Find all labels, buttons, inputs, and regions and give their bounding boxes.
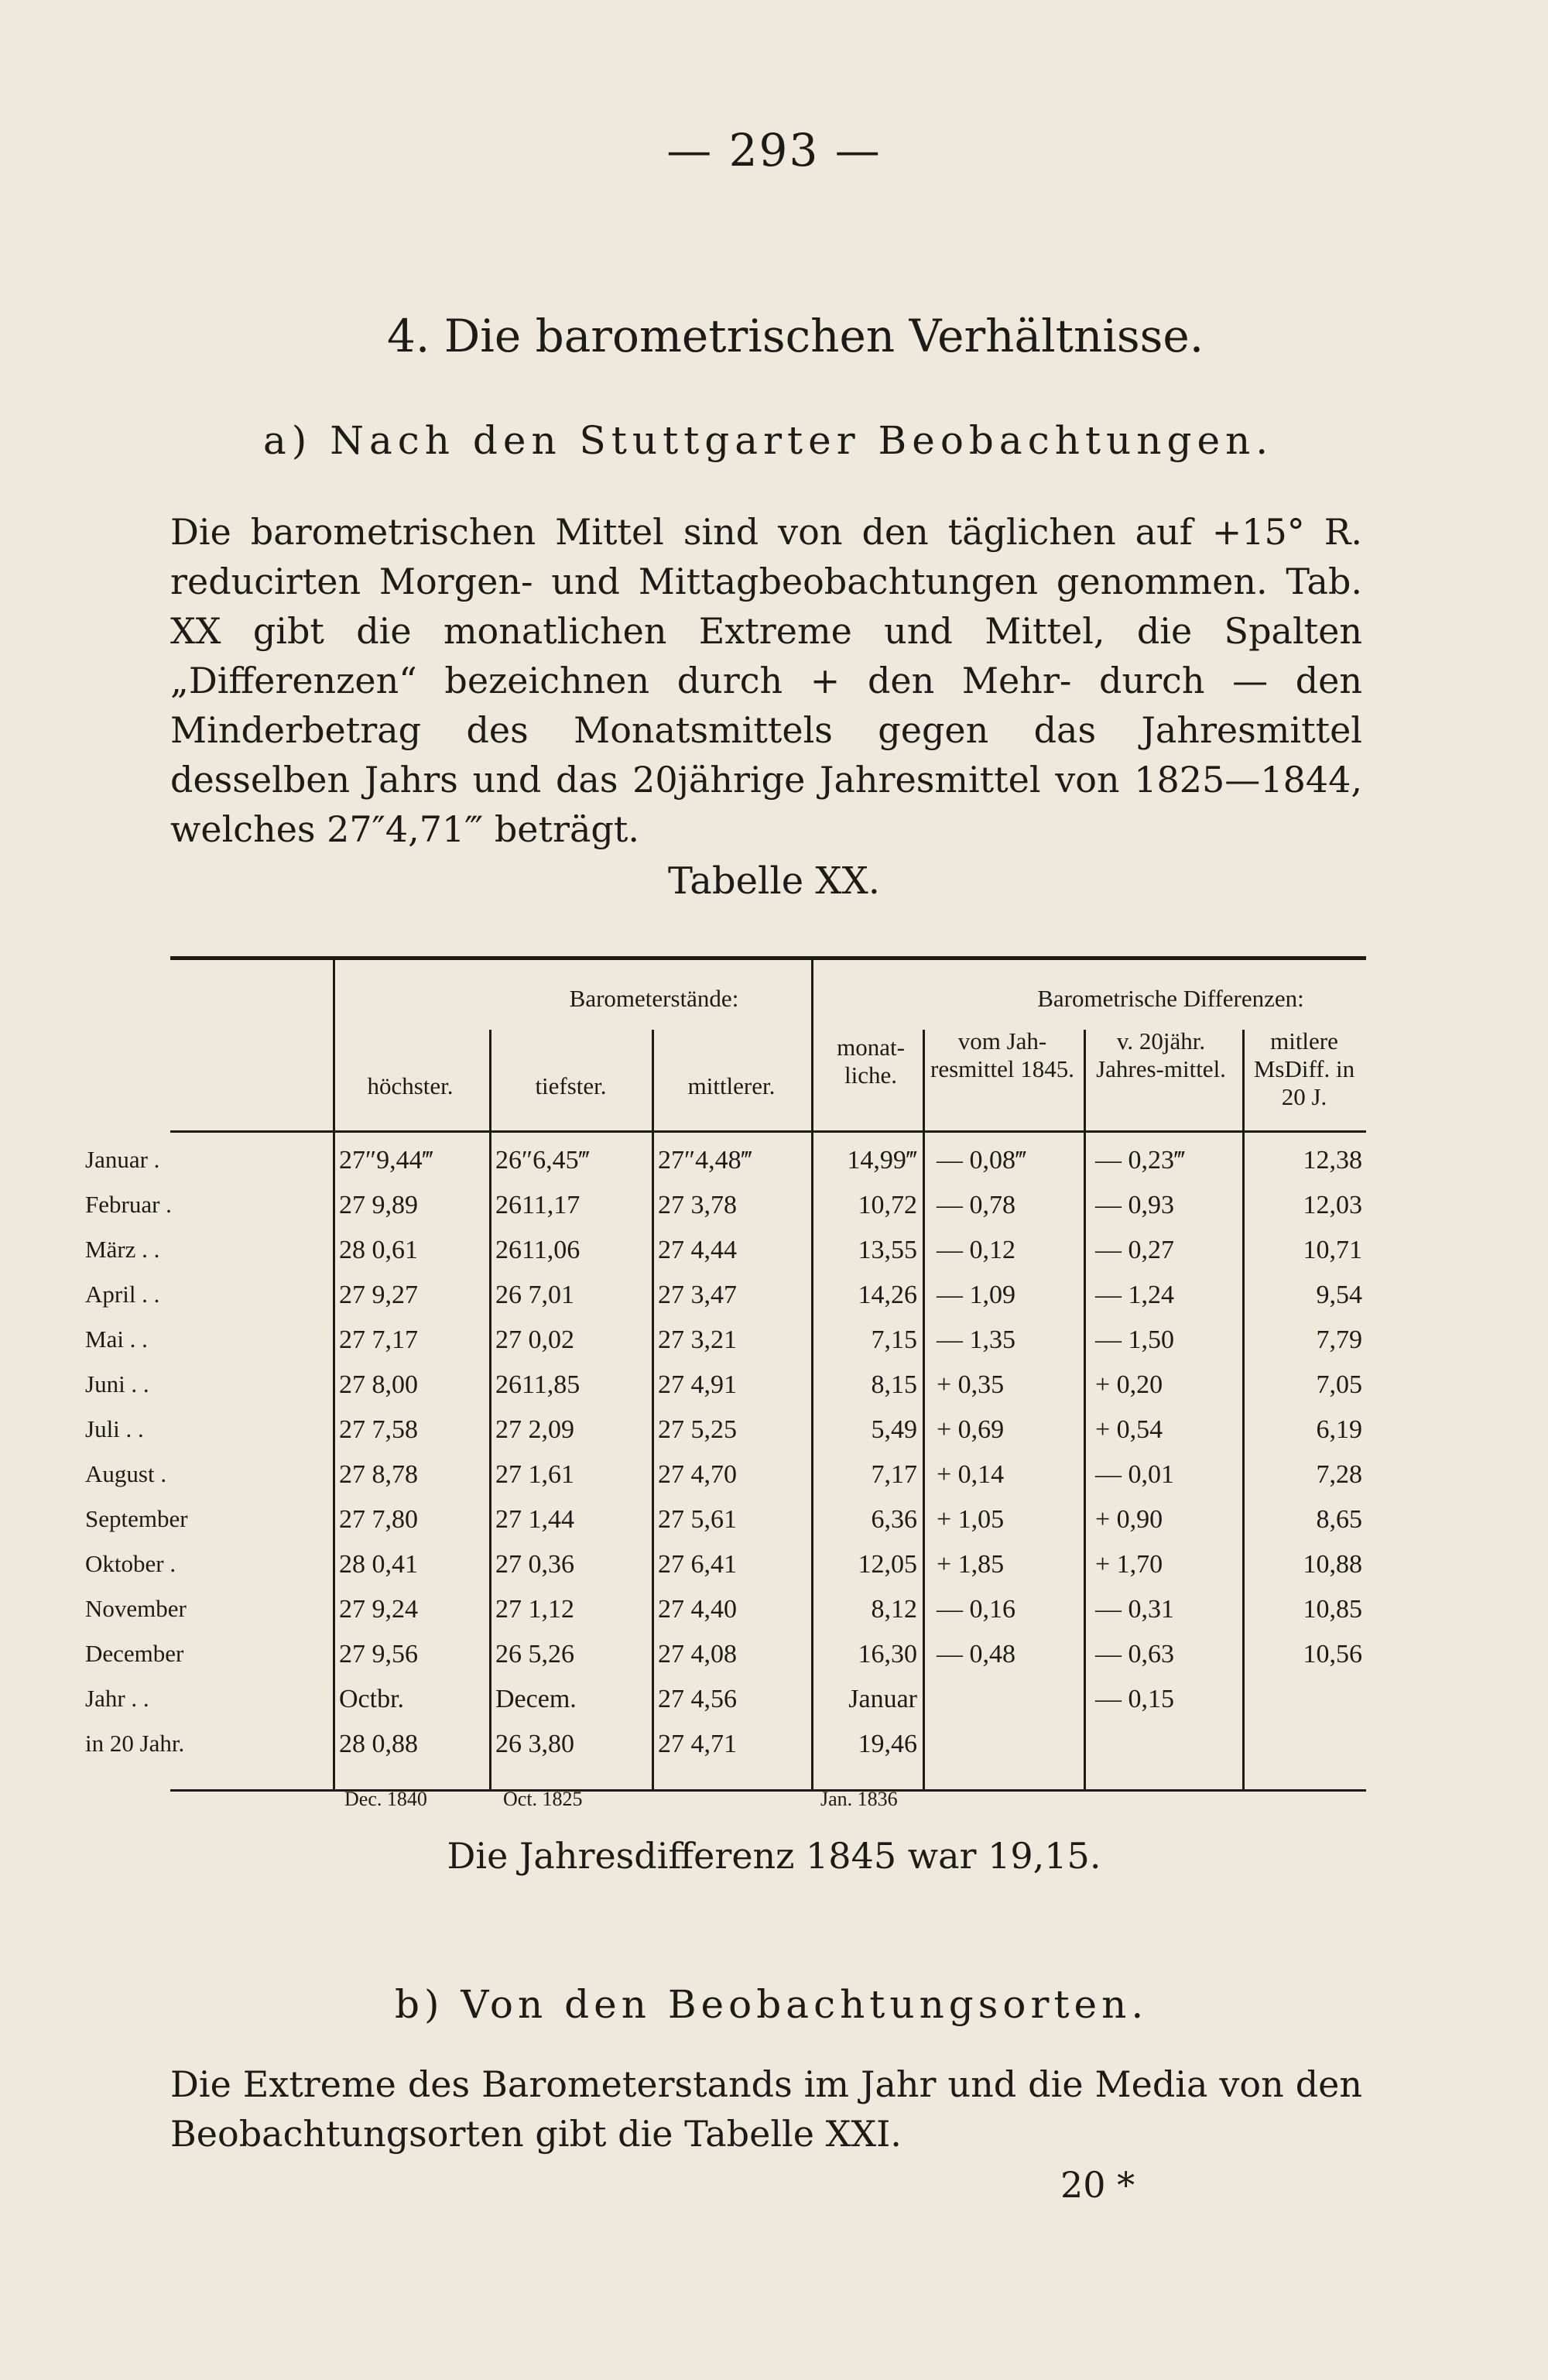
cell-lo: 27 0,02 (495, 1325, 574, 1354)
cell-month: December (85, 1640, 184, 1667)
cell-v20: — 1,50 (1095, 1325, 1174, 1354)
vline (652, 1030, 654, 1791)
cell-vj: + 1,05 (937, 1505, 1005, 1534)
table-top-rule (170, 956, 1366, 960)
cell-vj: — 1,09 (937, 1281, 1015, 1309)
cell-lo: 26 7,01 (495, 1281, 574, 1309)
cell-vj: — 0,08‴ (937, 1146, 1027, 1175)
cell-month: März . . (85, 1236, 160, 1263)
cell-lo: 26 3,80 (495, 1730, 574, 1758)
cell-ms: 10,71 (1303, 1236, 1362, 1264)
cell-v20: — 0,15 (1095, 1685, 1174, 1713)
cell-mon: 8,12 (871, 1595, 917, 1624)
cell-month: Juni . . (85, 1370, 149, 1397)
cell-v20: + 0,90 (1095, 1505, 1163, 1534)
cell-lo: 27 2,09 (495, 1415, 574, 1444)
cell-v20: + 0,54 (1095, 1415, 1163, 1444)
cell-hi: 28 0,88 (339, 1730, 418, 1758)
cell-v20: + 1,70 (1095, 1550, 1163, 1579)
cell-mid: 27 3,47 (658, 1281, 737, 1309)
footnote-hi: Dec. 1840 (344, 1788, 427, 1810)
cell-vj: — 0,12 (937, 1236, 1015, 1264)
cell-hi: 27 9,24 (339, 1595, 418, 1624)
cell-lo: 2611,06 (495, 1236, 580, 1264)
cell-mid: 27 4,08 (658, 1640, 737, 1668)
cell-month: Oktober . (85, 1550, 176, 1577)
cell-vj: + 0,69 (937, 1415, 1005, 1444)
cell-v20: — 0,63 (1095, 1640, 1174, 1668)
col-header-msdiff: mitlere MsDiff. in 20 J. (1253, 1027, 1355, 1110)
cell-hi: 27 8,00 (339, 1370, 418, 1399)
cell-v20: — 0,27 (1095, 1236, 1174, 1264)
cell-lo: 2611,17 (495, 1191, 580, 1219)
page-number: — 293 — (666, 124, 882, 177)
footnote-lo: Oct. 1825 (503, 1788, 583, 1810)
cell-mid: 27 4,70 (658, 1460, 737, 1489)
cell-mon: 6,36 (871, 1505, 917, 1534)
vline (811, 960, 813, 1791)
subsection-b-heading: b) Von den Beobachtungsorten. (395, 1982, 1149, 2027)
cell-month: in 20 Jahr. (85, 1730, 185, 1757)
cell-month: April . . (85, 1281, 160, 1308)
group-header-barometerstaende: Barometerstände: (569, 985, 739, 1012)
cell-ms: 7,28 (1316, 1460, 1362, 1489)
cell-ms: 9,54 (1316, 1281, 1362, 1309)
cell-mon: 14,99‴ (847, 1146, 917, 1175)
cell-ms: 10,88 (1303, 1550, 1362, 1579)
signature-mark: 20 * (1060, 2164, 1135, 2206)
cell-mid: 27 6,41 (658, 1550, 737, 1579)
vline (1242, 1030, 1245, 1791)
cell-v20: — 0,01 (1095, 1460, 1174, 1489)
closing-paragraph: Die Extreme des Barometerstands im Jahr und die Media von den Beobachtungsorten gibt die Tabelle XXI. (170, 2063, 1362, 2155)
cell-mon: 16,30 (858, 1640, 917, 1668)
cell-hi: 27 9,89 (339, 1191, 418, 1219)
cell-mon: 19,46 (858, 1730, 917, 1758)
cell-month: Juli . . (85, 1415, 144, 1442)
cell-mid: 27 4,40 (658, 1595, 737, 1624)
cell-ms: 6,19 (1316, 1415, 1362, 1444)
cell-ms: 7,79 (1316, 1325, 1362, 1354)
cell-mon: 7,15 (871, 1325, 917, 1354)
cell-hi: 27 7,17 (339, 1325, 418, 1354)
table-title: Tabelle XX. (667, 859, 880, 903)
cell-hi: 27 7,58 (339, 1415, 418, 1444)
cell-mon: 10,72 (858, 1191, 917, 1219)
cell-ms: 10,56 (1303, 1640, 1362, 1668)
cell-hi: 27 9,27 (339, 1281, 418, 1309)
cell-vj: — 0,16 (937, 1595, 1015, 1624)
cell-mon: 14,26 (858, 1281, 917, 1309)
cell-month: November (85, 1595, 187, 1622)
cell-hi: 27 7,80 (339, 1505, 418, 1534)
cell-mon: 8,15 (871, 1370, 917, 1399)
col-header-vom-jahresmittel: vom Jah-resmittel 1845. (930, 1027, 1074, 1082)
subsection-a-heading: a) Nach den Stuttgarter Beobachtungen. (263, 418, 1274, 463)
cell-vj: — 0,48 (937, 1640, 1015, 1668)
cell-hi: Octbr. (339, 1685, 405, 1713)
cell-lo: 27 0,36 (495, 1550, 574, 1579)
cell-vj: + 0,35 (937, 1370, 1005, 1399)
cell-v20: + 0,20 (1095, 1370, 1163, 1399)
cell-month: Mai . . (85, 1325, 148, 1353)
cell-mid: 27″4,48‴ (658, 1146, 752, 1175)
cell-ms: 12,03 (1303, 1191, 1362, 1219)
cell-lo: 27 1,12 (495, 1595, 574, 1624)
cell-ms: 7,05 (1316, 1370, 1362, 1399)
cell-vj: + 1,85 (937, 1550, 1005, 1579)
cell-mid: 27 3,78 (658, 1191, 737, 1219)
cell-mid: 27 4,71 (658, 1730, 737, 1758)
jahresdifferenz-line: Die Jahresdifferenz 1845 war 19,15. (447, 1835, 1101, 1877)
cell-ms: 10,85 (1303, 1595, 1362, 1624)
col-header-v20: v. 20jähr. Jahres-mittel. (1096, 1027, 1226, 1082)
cell-month: Februar . (85, 1191, 172, 1218)
vline (489, 1030, 491, 1791)
cell-mid: 27 5,61 (658, 1505, 737, 1534)
col-header-tiefster: tiefster. (535, 1072, 607, 1099)
cell-hi: 28 0,61 (339, 1236, 418, 1264)
cell-month: Jahr . . (85, 1685, 149, 1712)
cell-v20: — 0,31 (1095, 1595, 1174, 1624)
cell-hi: 28 0,41 (339, 1550, 418, 1579)
section-heading: 4. Die barometrischen Verhältnisse. (387, 310, 1204, 362)
cell-mid: 27 4,91 (658, 1370, 737, 1399)
cell-v20: — 1,24 (1095, 1281, 1174, 1309)
header-bottom-rule (170, 1130, 1366, 1133)
cell-hi: 27 8,78 (339, 1460, 418, 1489)
cell-month: August . (85, 1460, 167, 1487)
footnote-mon: Jan. 1836 (820, 1788, 898, 1810)
cell-month: September (85, 1505, 188, 1532)
col-header-hoechster: höchster. (367, 1072, 454, 1099)
cell-mon: 12,05 (858, 1550, 917, 1579)
cell-mid: 27 4,56 (658, 1685, 737, 1713)
vline (923, 1030, 925, 1791)
cell-v20: — 0,23‴ (1095, 1146, 1186, 1175)
cell-month: Januar . (85, 1146, 160, 1173)
cell-vj: — 0,78 (937, 1191, 1015, 1219)
barometer-table (85, 956, 1366, 1814)
col-header-mittlerer: mittlerer. (687, 1072, 776, 1099)
col-header-monatliche: monat-liche. (837, 1034, 905, 1089)
cell-hi: 27″9,44‴ (339, 1146, 433, 1175)
vline (333, 960, 335, 1791)
cell-mid: 27 3,21 (658, 1325, 737, 1354)
vline (1084, 1030, 1086, 1791)
group-header-differenzen: Barometrische Differenzen: (1037, 985, 1304, 1012)
cell-lo: 26 5,26 (495, 1640, 574, 1668)
cell-vj: — 1,35 (937, 1325, 1015, 1354)
intro-paragraph: Die barometrischen Mittel sind von den täglichen auf +15° R. reducirten Morgen- und Mittagbeobachtungen genommen. Tab. XX gibt die monatlichen Extreme und Mittel, die Spalten „Differenzen“ bezeichnen durch + den Mehr- durch — den Minderbetrag des Monatsmittels gegen das Jahresmittel desselben Jahrs und das 20jährige Jahresmittel von 1825—1844, welches 27″4,71‴ beträgt. (170, 511, 1362, 850)
cell-hi: 27 9,56 (339, 1640, 418, 1668)
cell-mon: 7,17 (871, 1460, 917, 1489)
cell-lo: 27 1,44 (495, 1505, 574, 1534)
cell-lo: Decem. (495, 1685, 577, 1713)
cell-v20: — 0,93 (1095, 1191, 1174, 1219)
cell-mon: 5,49 (871, 1415, 917, 1444)
cell-ms: 8,65 (1316, 1505, 1362, 1534)
cell-mid: 27 5,25 (658, 1415, 737, 1444)
cell-mon: Januar (848, 1685, 917, 1713)
cell-mon: 13,55 (858, 1236, 917, 1264)
cell-vj: + 0,14 (937, 1460, 1005, 1489)
cell-lo: 26″6,45‴ (495, 1146, 590, 1175)
cell-lo: 27 1,61 (495, 1460, 574, 1489)
cell-mid: 27 4,44 (658, 1236, 737, 1264)
cell-ms: 12,38 (1303, 1146, 1362, 1175)
cell-lo: 2611,85 (495, 1370, 580, 1399)
